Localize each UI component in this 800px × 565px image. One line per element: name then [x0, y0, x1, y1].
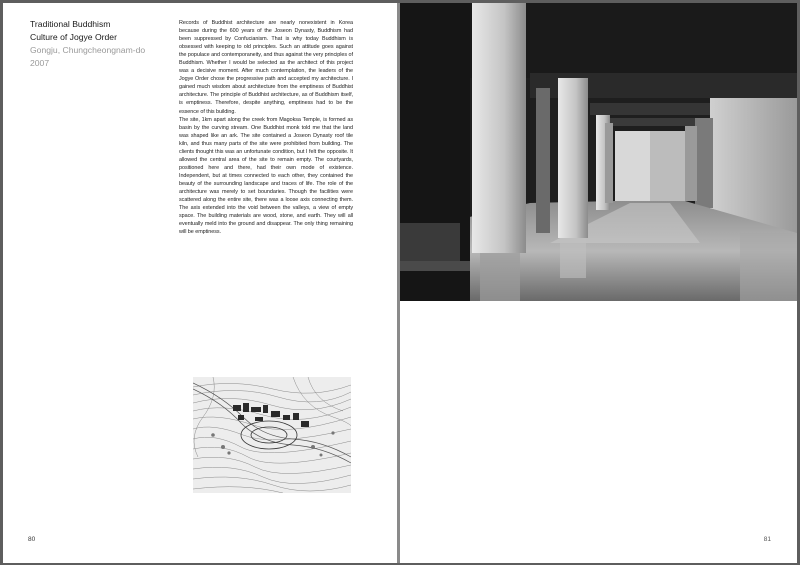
right-page	[400, 3, 797, 563]
project-title-block	[30, 18, 170, 70]
interior-photo	[400, 3, 797, 301]
project-description	[179, 19, 353, 236]
project-title-line-2: Culture of Jogye Order	[30, 32, 117, 42]
page-number-left: 80	[28, 536, 36, 543]
description-paragraph-2: The site, 1km apart along the creek from Magoksa Temple, is formed as basin by the curving stream. One Buddhist monk told me that the land was shaped like an ark. The site contained a Joseon Dynasty roof tile kiln, and thus many parts of the site were prohibited from building. The clients thought this was an unfortunate condition, but I felt the opposite. It allowed the central area of the site to remain empty. The courtyards, positioned here and there, had their own mode of existence. Independent, but at times connected to each other, they contained the beauty of the surrounding landscape and traces of life. The role of the architecture was merely to set boundaries. Though the facilities were scattered along the entire site, there was a loose axis connecting them. The axis extended into the void between the valleys, a view of empty space. The building materials are wood, stone, and earth. They will all eventually meld into the ground and disappear. The only thing remaining will be emptiness.	[179, 116, 353, 236]
description-paragraph-1: Records of Buddhist architecture are nearly nonexistent in Korea because during the 600 years of the Joseon Dynasty, Buddhism had been suppressed by Confucianism. That is why today Buddhism is obsessed with keeping to old principles. Such an attitude goes against the populace and contemporaneity, and thus against the very principles of Buddhism. Whether I would be selected as the architect of this project was a decisive moment. After much contemplation, the leaders of the Jogye Order chose the progressive path and accepted my architecture. I gained much wisdom about architecture from the emptiness of Buddhist architecture. The principle of Buddhist architecture, as of Buddhism itself, is emptiness. Therefore, despite anything, emptiness had to be the essence of this building.	[179, 20, 353, 115]
project-location: Gongju, Chungcheongnam-do	[30, 45, 146, 55]
project-title-line-1: Traditional Buddhism	[30, 19, 111, 29]
project-year: 2007	[30, 58, 50, 68]
left-page	[3, 3, 397, 563]
page-number-right: 81	[763, 536, 771, 543]
site-plan-image	[193, 377, 351, 493]
